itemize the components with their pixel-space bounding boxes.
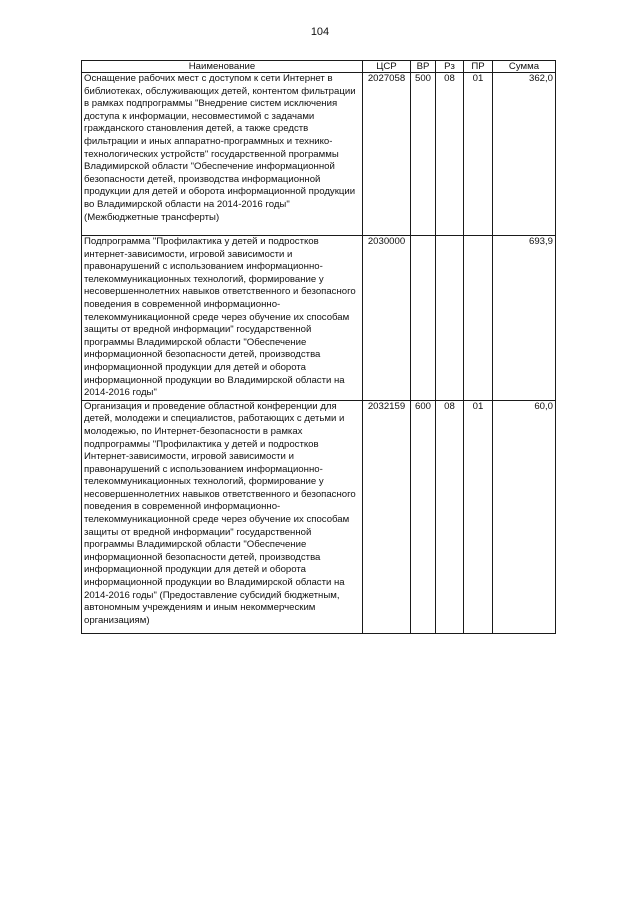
row-name: Оснащение рабочих мест с доступом к сети Интернет в библиотеках, обслуживающих детей, контентом фильтрации в рамках подпрограммы "Внедрение систем исключения доступа к информации, несовместимой с задачами гражданского становления детей, а также средств фильтрации и иных аппаратно-программных и технико-технологических устройств" государственной программы Владимирской области "Обеспечение информационной безопасности детей, производства информационной продукции для детей и оборота информационной продукции во Владимирской области на 2014-2016 годы" (Межбюджетные трансферты) bbox=[82, 73, 363, 236]
header-name: Наименование bbox=[82, 61, 363, 73]
budget-table bbox=[81, 60, 556, 634]
row-sum: 693,9 bbox=[493, 236, 556, 401]
row-sum: 362,0 bbox=[493, 73, 556, 236]
table-row bbox=[82, 236, 556, 401]
row-vr bbox=[411, 236, 436, 401]
row-pr: 01 bbox=[464, 73, 493, 236]
table-header-row bbox=[82, 61, 556, 73]
row-name: Организация и проведение областной конференции для детей, молодежи и специалистов, работающих с детьми и молодежью, по Интернет-безопасности в рамках подпрограммы "Профилактика у детей и подростков Интернет-зависимости, игровой зависимости и правонарушений с использованием информационно-телекоммуникационных технологий, формирование у несовершеннолетних навыков ответственного и безопасного поведения в современной информационно-телекоммуникационной среде через обучение их способам защиты от вредной информации" государственной программы Владимирской области "Обеспечение информационной безопасности детей, производства информационной продукции для детей и оборота информационной продукции во Владимирской области на 2014-2016 годы" (Предоставление субсидий бюджетным, автономным учреждениям и иным некоммерческим организациям) bbox=[82, 400, 363, 633]
table-row bbox=[82, 73, 556, 236]
row-vr: 600 bbox=[411, 400, 436, 633]
row-rz: 08 bbox=[436, 73, 464, 236]
header-rz: Рз bbox=[436, 61, 464, 73]
header-csr: ЦСР bbox=[363, 61, 411, 73]
row-csr: 2030000 bbox=[363, 236, 411, 401]
table-row bbox=[82, 400, 556, 633]
row-vr: 500 bbox=[411, 73, 436, 236]
row-rz bbox=[436, 236, 464, 401]
header-sum: Сумма bbox=[493, 61, 556, 73]
row-csr: 2027058 bbox=[363, 73, 411, 236]
page-number: 104 bbox=[310, 26, 330, 38]
row-pr: 01 bbox=[464, 400, 493, 633]
row-name: Подпрограмма "Профилактика у детей и подростков интернет-зависимости, игровой зависимости и правонарушений с использованием информационно-телекоммуникационных технологий, формирование у несовершеннолетних навыков ответственного и безопасного поведения в современной информационно-телекоммуникационной среде через обучение их способам защиты от вредной информации" государственной программы Владимирской области "Обеспечение информационной безопасности детей, производства информационной продукции для детей и оборота информационной продукции во Владимирской области на 2014-2016 годы" bbox=[82, 236, 363, 401]
row-csr: 2032159 bbox=[363, 400, 411, 633]
row-pr bbox=[464, 236, 493, 401]
row-sum: 60,0 bbox=[493, 400, 556, 633]
header-vr: ВР bbox=[411, 61, 436, 73]
row-rz: 08 bbox=[436, 400, 464, 633]
header-pr: ПР bbox=[464, 61, 493, 73]
